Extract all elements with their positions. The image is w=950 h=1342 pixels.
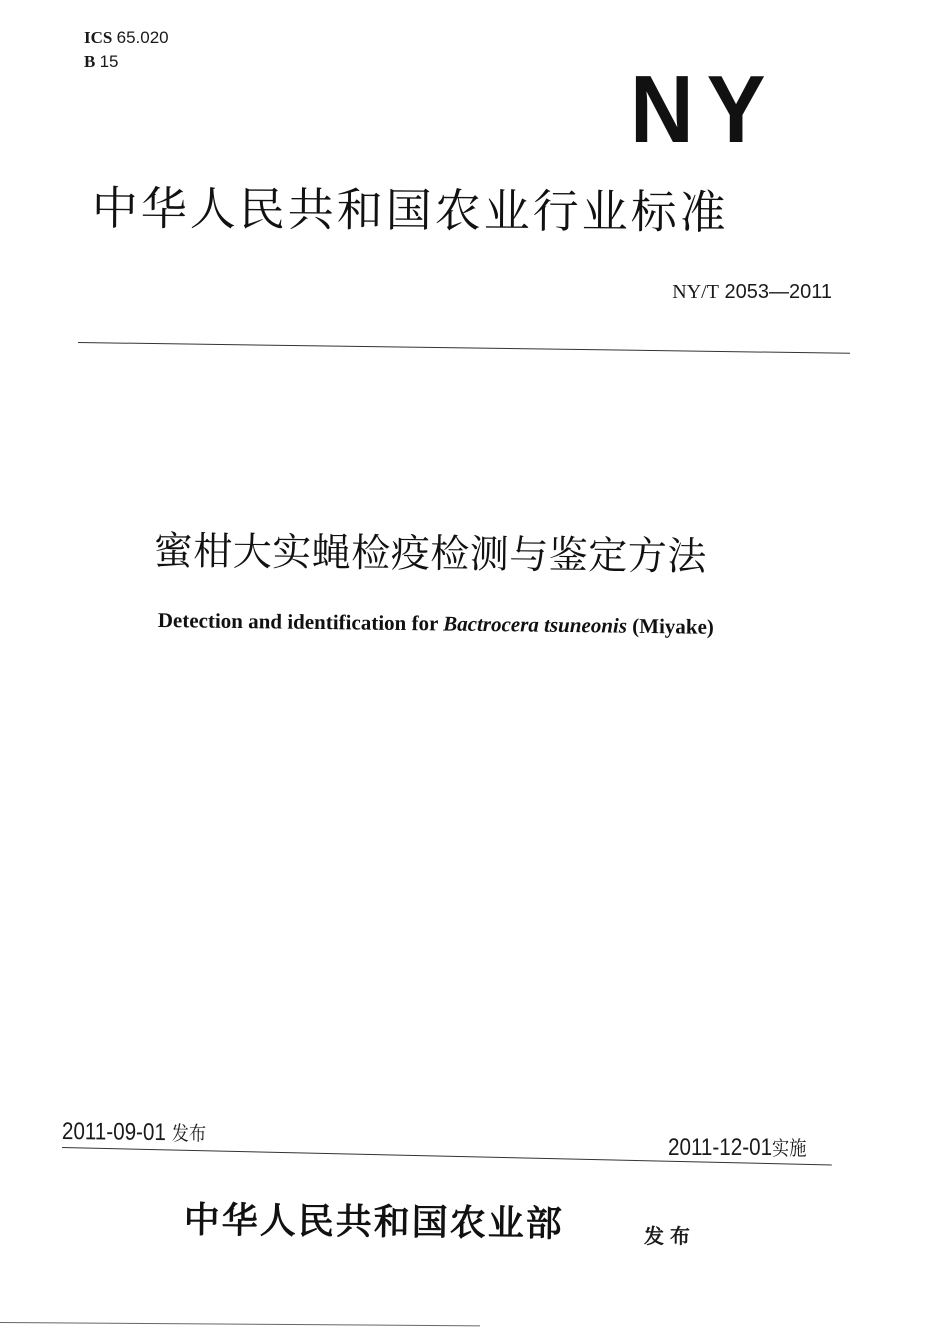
authority-title: 中华人民共和国农业行业标准 (91, 180, 729, 240)
ics-code (84, 28, 169, 48)
scan-edge-line (0, 1322, 480, 1326)
title-english-suffix: (Miyake) (626, 613, 715, 639)
issue-date-label: 发布 (171, 1121, 207, 1146)
implementation-date-label: 实施 (772, 1136, 807, 1160)
standard-number (672, 280, 832, 304)
standard-number-prefix: NY/T (672, 281, 719, 303)
issue-date-value: 2011-09-01 (61, 1118, 167, 1147)
title-english-prefix: Detection and identification for (157, 607, 444, 636)
classification-code (84, 52, 119, 72)
implementation-date-value: 2011-12-01 (668, 1134, 773, 1161)
classification-label: B (84, 52, 96, 71)
document-title-english (158, 606, 714, 641)
publisher-suffix: 发布 (644, 1224, 696, 1248)
issue-date (62, 1118, 206, 1147)
header-divider (78, 342, 850, 354)
ny-logo: NY (630, 56, 779, 163)
publisher-name: 中华人民共和国农业部 (183, 1198, 564, 1245)
ics-label: ICS (84, 28, 113, 47)
title-english-species: Bactrocera tsuneonis (443, 611, 628, 638)
classification-number: 15 (99, 52, 119, 71)
standard-number-code: 2053—2011 (724, 281, 832, 303)
document-title-chinese: 蜜柑大实蝇检疫检测与鉴定方法 (153, 528, 707, 580)
ics-number: 65.020 (116, 28, 169, 47)
implementation-date (668, 1134, 806, 1162)
